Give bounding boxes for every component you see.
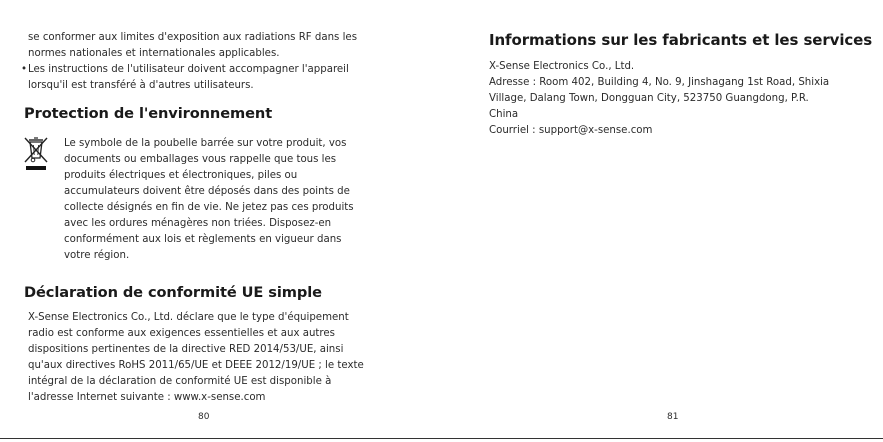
declaration-line-6: l'adresse Internet suivante : www.x-sense.com — [28, 392, 266, 403]
environment-line-4: accumulateurs doivent être déposés dans des points de — [64, 186, 350, 197]
declaration-line-5: intégral de la déclaration de conformité UE est disponible à — [28, 376, 332, 387]
declaration-line-1: X-Sense Electronics Co., Ltd. déclare que le type d'équipement — [28, 312, 349, 323]
declaration-line-2: radio est conforme aux exigences essentielles et aux autres — [28, 328, 335, 339]
environment-heading: Protection de l'environnement — [24, 105, 273, 122]
crossed-out-wheelie-bin-icon — [23, 136, 49, 172]
environment-line-7: conformément aux lois et règlements en vigueur dans — [64, 234, 342, 245]
environment-line-3: produits électriques et électroniques, piles ou — [64, 170, 298, 181]
bullet-line-1: Les instructions de l'utilisateur doivent accompagner l'appareil — [28, 64, 349, 75]
manufacturer-line-2: Adresse : Room 402, Building 4, No. 9, Jinshagang 1st Road, Shixia — [489, 77, 830, 88]
environment-line-6: avec les ordures ménagères non triées. Disposez-en — [64, 218, 332, 229]
manufacturer-email-line: Courriel : support@x-sense.com — [489, 125, 653, 136]
environment-line-5: collecte désignés en fin de vie. Ne jetez pas ces produits — [64, 202, 354, 213]
bottom-rule — [0, 438, 883, 439]
declaration-line-4: qu'aux directives RoHS 2011/65/UE et DEEE 2012/19/UE ; le texte — [28, 360, 364, 371]
intro-line-2: normes nationales et internationales applicables. — [28, 48, 280, 59]
manufacturer-line-4: China — [489, 109, 519, 120]
environment-line-1: Le symbole de la poubelle barrée sur votre produit, vos — [64, 138, 347, 149]
manufacturer-line-3: Village, Dalang Town, Dongguan City, 523750 Guangdong, P.R. — [489, 93, 809, 104]
environment-line-8: votre région. — [64, 250, 130, 261]
environment-line-2: documents ou emballages vous rappelle que tous les — [64, 154, 337, 165]
manufacturer-line-1: X-Sense Electronics Co., Ltd. — [489, 61, 635, 72]
manufacturer-heading: Informations sur les fabricants et les services — [489, 31, 873, 49]
page-number-left: 80 — [198, 412, 210, 422]
declaration-heading: Déclaration de conformité UE simple — [24, 284, 322, 301]
bullet-marker: • — [21, 64, 28, 75]
left-page — [0, 0, 441, 442]
bullet-line-2: lorsqu'il est transféré à d'autres utilisateurs. — [28, 80, 254, 91]
right-page — [441, 0, 883, 442]
declaration-line-3: dispositions pertinentes de la directive RED 2014/53/UE, ainsi — [28, 344, 344, 355]
page-number-right: 81 — [667, 412, 679, 422]
intro-line-1: se conformer aux limites d'exposition aux radiations RF dans les — [28, 32, 358, 43]
